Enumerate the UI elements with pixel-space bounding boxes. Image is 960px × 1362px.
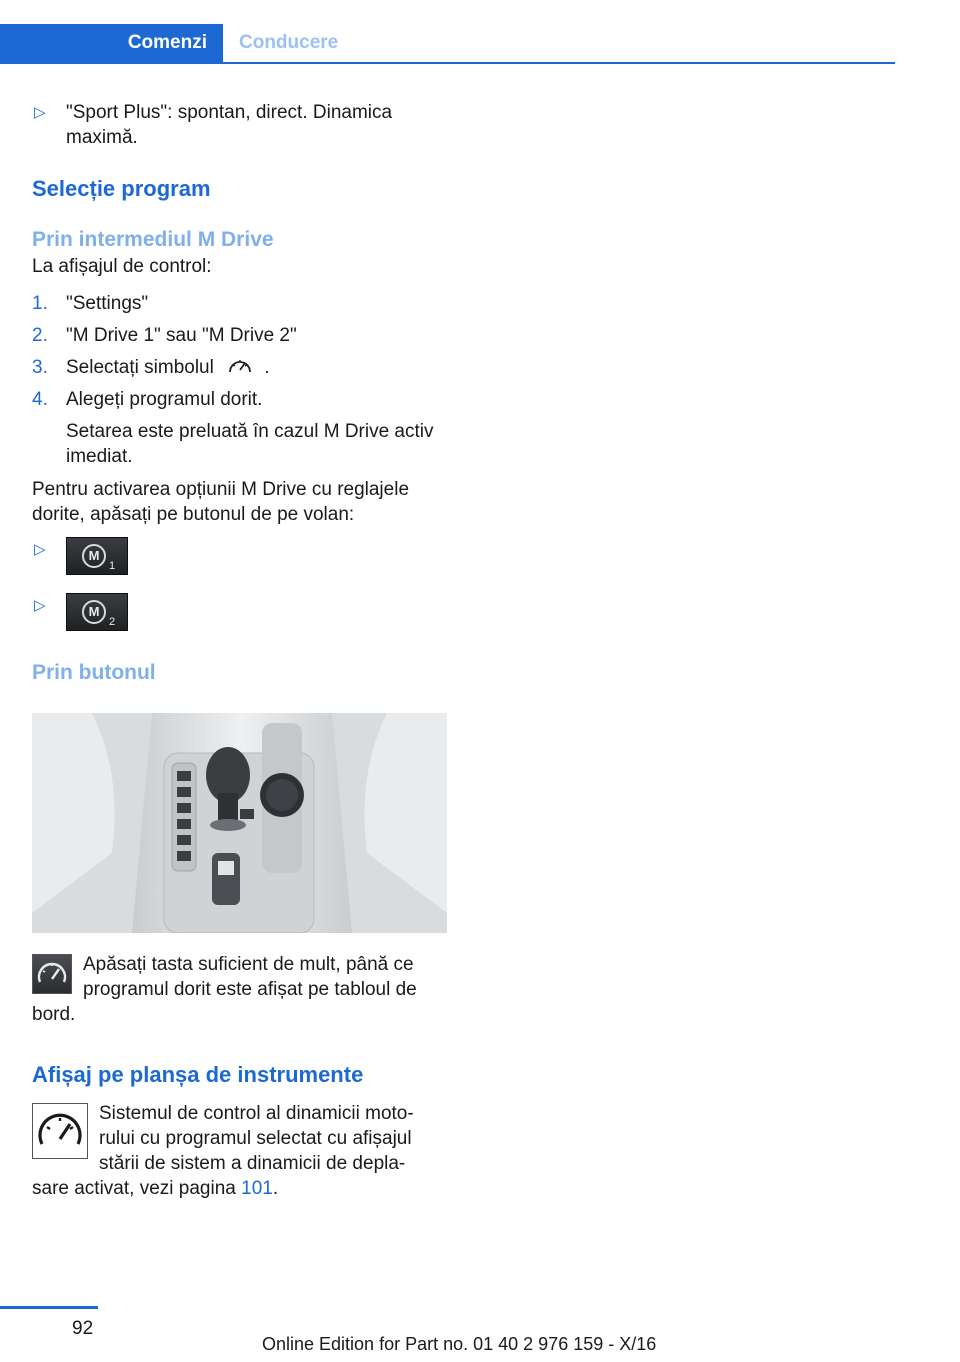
steps-list [32, 291, 452, 469]
activation-text: Pentru activarea opțiunii M Drive cu reglajele dorite, apăsați pe butonul de pe volan: [32, 479, 410, 525]
center-console-photo [32, 713, 447, 933]
speedometer-icon [227, 355, 253, 377]
press-text-line1: Apăsați tasta suficient de mult, până ce [83, 954, 414, 975]
page-reference-link[interactable]: 101 [241, 1178, 273, 1199]
driving-experience-button-icon [32, 954, 72, 994]
step-text: Alegeți programul dorit. [66, 389, 263, 410]
list-item [32, 387, 452, 412]
triangle-bullet-icon: ▷ [34, 104, 46, 121]
list-item [32, 291, 452, 323]
m-sub: 1 [109, 560, 116, 572]
step-number: 1. [32, 293, 48, 314]
afisaj-line3: stării de sistem a dinamicii de depla- [99, 1153, 406, 1174]
afisaj-line4-prefix: sare activat, vezi pagina [32, 1178, 236, 1199]
page-content [32, 100, 452, 685]
section-heading-afisaj: Afișaj pe planșa de instrumente [32, 1062, 364, 1087]
step-number: 2. [32, 325, 48, 346]
m-sub: 2 [109, 616, 116, 628]
intro-control-display: La afișajul de control: [32, 256, 212, 277]
m-letter: M [82, 600, 106, 624]
afisaj-line1: Sistemul de control al dinamicii moto- [99, 1103, 414, 1124]
footer-rule [0, 1306, 98, 1309]
list-item-m1 [32, 537, 452, 577]
afisaj-line4 [32, 1176, 278, 1201]
step-text: Selectați simbolul [66, 357, 214, 378]
section-heading-selectie: Selecție program [32, 176, 211, 201]
press-text-line2: programul dorit este afișat pe tabloul de [83, 979, 417, 1000]
m-drive-2-button-icon [66, 593, 128, 631]
step4-note: Setarea este preluată în cazul M Drive activ imediat. [66, 421, 434, 467]
list-item [32, 323, 452, 355]
list-item [32, 355, 452, 387]
instrument-cluster-indicator-icon [32, 1103, 88, 1159]
m-letter: M [82, 544, 106, 568]
sport-plus-text: "Sport Plus": spontan, direct. Dinamica maximă. [66, 102, 393, 148]
afisaj-line4-suffix: . [272, 1178, 279, 1199]
step-text: "M Drive 1" sau "M Drive 2" [66, 325, 297, 346]
step3-period: . [264, 357, 270, 378]
press-text-line3: bord. [32, 1004, 76, 1025]
subheading-buton: Prin butonul [32, 661, 156, 684]
step-text: "Settings" [66, 293, 149, 314]
triangle-bullet-icon: ▷ [34, 597, 46, 614]
console-illustration [32, 713, 447, 933]
m-drive-1-button-icon [66, 537, 128, 575]
afisaj-line2: rului cu programul selectat cu afișajul [99, 1128, 412, 1149]
tab-comenzi[interactable]: Comenzi [0, 24, 223, 62]
subheading-m-drive: Prin intermediul M Drive [32, 228, 274, 251]
page-number: 92 [72, 1318, 94, 1339]
step-number: 4. [32, 389, 48, 410]
speedometer-icon [33, 955, 71, 993]
chapter-tabbar [0, 24, 895, 64]
tab-conducere[interactable]: Conducere [239, 32, 339, 53]
edition-footer: Online Edition for Part no. 01 40 2 976 159 - X/16 [262, 1334, 657, 1354]
speedometer-icon [33, 1104, 87, 1158]
list-item-sport-plus [32, 100, 452, 150]
list-item-m2 [32, 593, 452, 633]
step-number: 3. [32, 357, 48, 378]
triangle-bullet-icon: ▷ [34, 541, 46, 558]
